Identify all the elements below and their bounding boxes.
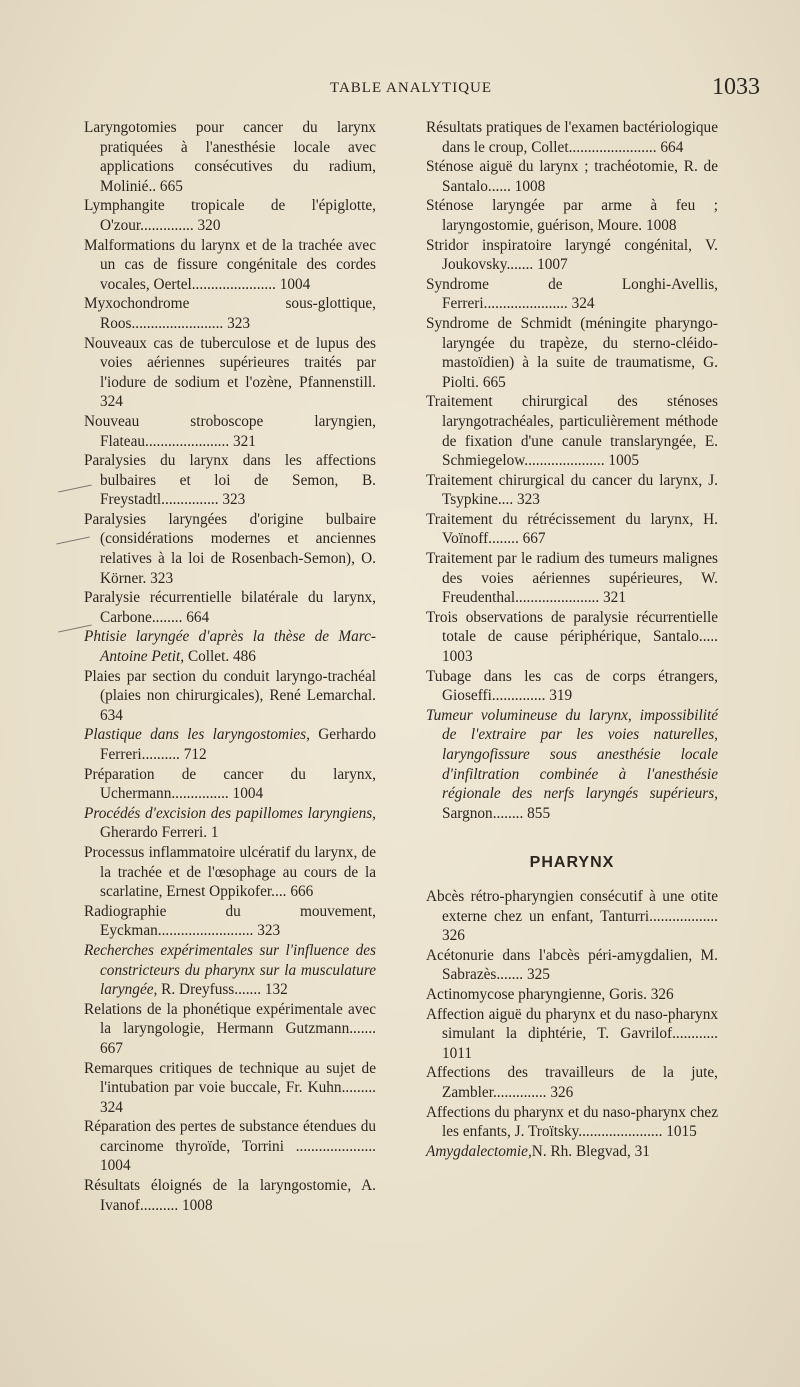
index-entry xyxy=(426,985,718,1005)
entry-text: Stridor inspiratoire laryngé congénital, V. Joukovsky....... xyxy=(426,236,718,274)
page-reference: 325 xyxy=(526,966,550,984)
entry-text: Réparation des pertes de substance étendues du carcinome thyroïde, Torrini ..................... xyxy=(84,1118,376,1155)
index-entry xyxy=(426,1005,718,1064)
page-reference: 324 xyxy=(100,393,123,411)
page-reference: 666 xyxy=(290,883,314,901)
index-entry xyxy=(84,627,376,666)
entry-text: Affections du pharynx et du naso-pharynx chez les enfants, J. Troïtsky...................... xyxy=(426,1103,718,1141)
index-entry xyxy=(84,1000,376,1059)
entry-text: Syndrome de Longhi-Avellis, Ferreri...................... xyxy=(426,275,718,313)
entry-text: Plaies par section du conduit laryngo-trachéal (plaies non chirurgicales), René Lemarchal. xyxy=(84,667,376,705)
page-number: 1033 xyxy=(712,74,760,100)
index-entry xyxy=(84,1059,376,1118)
entry-text: Myxochondrome sous-glottique, Roos........................ xyxy=(84,295,376,332)
page-reference: 321 xyxy=(603,589,626,607)
entry-text: Paralysies du larynx dans les affections bulbaires et loi de Semon, B. Freystadtl............... xyxy=(84,452,376,509)
entry-text: Collet. xyxy=(184,648,230,666)
page-reference: 1008 xyxy=(645,216,677,234)
entry-text: Résultats éloignés de la laryngostomie, A. Ivanof.......... xyxy=(84,1177,376,1214)
index-entry xyxy=(84,902,376,941)
right-column xyxy=(426,118,718,1161)
index-entry xyxy=(426,236,718,275)
index-entry xyxy=(84,412,376,451)
index-entry xyxy=(84,588,376,627)
page-reference: 31 xyxy=(634,1142,650,1160)
left-column xyxy=(84,118,376,1215)
page-reference: 667 xyxy=(100,1039,123,1057)
entry-text: Affections des travailleurs de la jute, Zambler.............. xyxy=(426,1064,718,1101)
index-entry xyxy=(426,946,718,985)
index-entry xyxy=(84,667,376,726)
page-reference: 1 xyxy=(210,824,219,842)
index-entry xyxy=(84,118,376,196)
page-reference: 1007 xyxy=(537,256,568,274)
entry-text: Traitement chirurgical du cancer du larynx, J. Tsypkine.... xyxy=(426,471,718,509)
entry-text: Relations de la phonétique expérimentale avec la laryngologie, Hermann Gutzmann....... xyxy=(84,1000,376,1038)
section-title-pharynx: PHARYNX xyxy=(529,854,615,872)
entry-italic-title: Procédés d'excision des papillomes laryngiens, xyxy=(84,804,376,822)
entry-text: Lymphangite tropicale de l'épiglotte, O'zour.............. xyxy=(84,197,376,234)
entry-text: Remarques critiques de technique au sujet de l'intubation par voie buccale, Fr. Kuhn......... xyxy=(84,1059,376,1097)
index-entry xyxy=(426,706,718,824)
entry-text: Actinomycose pharyngienne, Goris. xyxy=(426,985,647,1003)
index-entry xyxy=(84,1117,376,1176)
entry-text: N. Rh. Blegvad, xyxy=(531,1142,631,1160)
entry-italic-title: Phtisie laryngée d'après la thèse de Marc-Antoine Petit, xyxy=(84,628,376,666)
entry-text: Abcès rétro-pharyngien consécutif à une otite externe chez un enfant, Tanturri.................. xyxy=(426,887,718,925)
index-entry xyxy=(84,294,376,333)
page-reference: 326 xyxy=(550,1083,574,1101)
entry-text: Processus inflammatoire ulcératif du larynx, de la trachée et de l'œsophage au cours de la scarlatine, Ernest Oppikofer.... xyxy=(84,843,376,901)
index-entry xyxy=(84,1176,376,1215)
index-entry xyxy=(84,510,376,588)
page-reference: 324 xyxy=(571,295,595,313)
page-reference: 326 xyxy=(442,927,465,945)
index-entry xyxy=(84,334,376,412)
page-reference: 323 xyxy=(150,569,174,587)
entry-italic-title: Recherches expérimentales sur l'influence des constricteurs du pharynx sur la musculature laryngée, xyxy=(84,941,376,999)
page-reference: 323 xyxy=(222,491,246,509)
index-entry xyxy=(84,196,376,235)
entry-text: Traitement par le radium des tumeurs malignes des voies aériennes supérieures, W. Freudenthal...................... xyxy=(426,550,718,607)
running-head: TABLE ANALYTIQUE xyxy=(330,80,493,96)
page-reference: 712 xyxy=(183,746,207,763)
entry-text: Trois observations de paralysie récurrentielle totale de cause périphérique, Santalo..... xyxy=(426,608,718,646)
index-entry xyxy=(426,314,718,392)
entry-text: Sténose laryngée par arme à feu ; laryngostomie, guérison, Moure. xyxy=(426,197,718,234)
entry-text: Sténose aiguë du larynx ; trachéotomie, R. de Santalo...... xyxy=(426,158,718,195)
entry-text: Traitement chirurgical des sténoses laryngotrachéales, particulièrement méthode de fixation d'une canule translaryngée, E. Schmiegelow..................... xyxy=(426,393,718,470)
index-entry xyxy=(426,118,718,157)
index-entry xyxy=(84,451,376,510)
index-entry xyxy=(426,667,718,706)
page-reference: 323 xyxy=(227,314,251,332)
entry-text: Nouveaux cas de tuberculose et de lupus des voies aériennes supérieures traités par l'iodure de sodium et l'ozène, Pfannenstill. xyxy=(84,334,376,391)
entry-text: Traitement du rétrécissement du larynx, H. Voïnoff........ xyxy=(426,510,718,548)
entry-text: Gerhardo Ferreri.......... xyxy=(100,726,376,763)
index-entry xyxy=(84,765,376,804)
page-reference: 132 xyxy=(264,981,288,999)
page-header xyxy=(0,74,800,108)
entry-text: Affection aiguë du pharynx et du naso-pharynx simulant la diphtérie, T. Gavrilof............ xyxy=(426,1005,718,1043)
page-reference: 665 xyxy=(159,177,183,195)
page-reference: 1004 xyxy=(279,275,311,293)
index-entry xyxy=(426,196,718,235)
entry-italic-title: Tumeur volumineuse du larynx, impossibilité de l'extraire par les voies naturelles, laryngofissure sous anesthésie locale d'infiltration combinée à l'anesthésie régionale des nerfs laryngés supérieurs, xyxy=(426,706,718,803)
page-reference: 321 xyxy=(233,432,256,450)
page-reference: 1004 xyxy=(100,1157,131,1175)
index-entry xyxy=(426,157,718,196)
page-reference: 1008 xyxy=(514,177,546,195)
index-entry xyxy=(426,510,718,549)
page-reference: 1003 xyxy=(442,648,473,666)
page-reference: 323 xyxy=(517,491,540,509)
page-reference: 1004 xyxy=(232,785,264,803)
page-reference: 1011 xyxy=(442,1044,473,1062)
page-reference: 664 xyxy=(660,138,684,156)
entry-text: Radiographie du mouvement, Eyckman......................... xyxy=(84,902,376,940)
index-entry xyxy=(426,471,718,510)
larynx-entries-continued xyxy=(426,118,718,823)
index-entry xyxy=(426,1063,718,1102)
index-entry xyxy=(426,887,718,946)
entry-text: Gherardo Ferreri. xyxy=(100,824,208,842)
page-reference: 320 xyxy=(197,216,221,234)
page-reference: 324 xyxy=(100,1098,123,1116)
page-reference: 326 xyxy=(650,985,674,1003)
index-entry xyxy=(426,549,718,608)
index-entry xyxy=(84,236,376,295)
page-reference: 664 xyxy=(186,608,210,626)
page-reference: 667 xyxy=(522,530,546,548)
entry-text: R. Dreyfuss....... xyxy=(157,981,262,999)
entry-text: Syndrome de Schmidt (méningite pharyngo-laryngée du trapèze, du sterno-cléido-mastoïdien) à la suite de traumatisme, G. Piolti. xyxy=(426,314,718,391)
index-entry xyxy=(426,1142,718,1162)
index-entry xyxy=(426,1103,718,1142)
pharynx-entries xyxy=(426,887,718,1161)
index-entry xyxy=(426,275,718,314)
entry-text: Paralysies laryngées d'origine bulbaire (considérations modernes et anciennes relatives à la loi de Rosenbach-Semon), O. Körner. xyxy=(84,510,376,587)
page-reference: 1015 xyxy=(666,1123,697,1141)
entry-italic-title: Plastique dans les laryngostomies, xyxy=(84,726,310,744)
entry-text: Sargnon........ xyxy=(442,804,524,822)
page-reference: 665 xyxy=(482,373,506,391)
entry-italic-title: Amygdalectomie, xyxy=(426,1142,532,1160)
entry-text: Malformations du larynx et de la trachée avec un cas de fissure congénitale des cordes vocales, Oertel...................... xyxy=(84,236,376,293)
page-reference: 486 xyxy=(233,648,256,666)
entry-text: Laryngotomies pour cancer du larynx pratiquées à l'anesthésie locale avec applications consécutives du radium, Molinié.. xyxy=(84,119,376,195)
entry-text: Résultats pratiques de l'examen bactériologique dans le croup, Collet....................... xyxy=(426,119,718,156)
entry-text: Nouveau stroboscope laryngien, Flateau...................... xyxy=(84,412,376,450)
index-entry xyxy=(426,392,718,470)
entry-text: Acétonurie dans l'abcès péri-amygdalien, M. Sabrazès....... xyxy=(426,946,718,984)
entry-text: Préparation de cancer du larynx, Uchermann............... xyxy=(84,765,376,803)
index-entry xyxy=(426,608,718,667)
entry-text: Tubage dans les cas de corps étrangers, Gioseffi.............. xyxy=(426,667,718,705)
index-entry xyxy=(84,725,376,764)
page-reference: 634 xyxy=(100,706,123,724)
page-reference: 855 xyxy=(527,804,551,822)
entry-text: Paralysie récurrentielle bilatérale du larynx, Carbone........ xyxy=(84,589,376,626)
page-reference: 323 xyxy=(257,922,281,940)
index-entry xyxy=(84,941,376,1000)
page-reference: 1008 xyxy=(182,1196,213,1214)
page-reference: 319 xyxy=(549,687,573,705)
page-reference: 1005 xyxy=(608,452,640,470)
index-entry xyxy=(84,804,376,843)
index-entry xyxy=(84,843,376,902)
